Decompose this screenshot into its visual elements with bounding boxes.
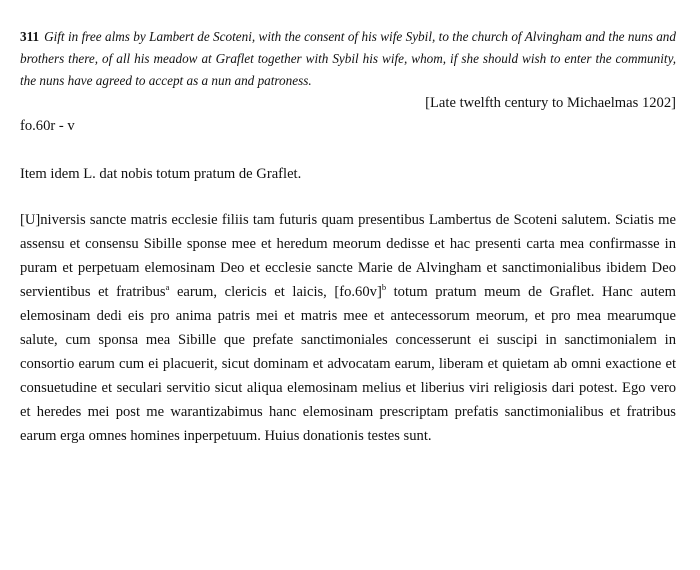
charter-entry [20, 26, 676, 448]
entry-number: 311 [20, 29, 40, 44]
charter-text-part-a: [U]niversis sancte matris ecclesie filiis tam futuris quam presentibus Lambertus de Scoteni salutem. Sciatis me assensu et consensu Sibille sponse mee et heredum meorum dedisse et hac presenti carta mea confirmasse in puram et perpetuam elemosinam Deo et ecclesie sancte Marie de Alvingham et sanctimonialibus ibidem Deo servientibus et fratribus [20, 212, 676, 300]
charter-text-part-c: totum pratum meum de Graflet. Hanc autem elemosinam dedi eis pro anima patris mei et matris mee et antecessorum meorum, et pro mea mearumque salute, cum sponsa mea Sibille que prefate sanctimoniales concesserunt ei suscipi in sanctimonialem in consortio earum cum ei placuerit, sicut dominam et advocatam earum, liberam et quietam ab omni exactione et consuetudine et seculari servitio sicut aliqua elemosinam melius et liberius viri religiosis dari potest. Ego vero et heredes mei post me warantizabimus hanc elemosinam prescriptam prefatis sanctimonialibus et fratribus earum erga omnes homines inperpetuum. Huius donationis testes sunt. [20, 284, 677, 444]
folio-reference: fo.60r - v [20, 118, 75, 134]
footnote-marker-a: a [165, 282, 170, 292]
charter-text-part-b: earum, clericis et laicis, [fo.60v] [169, 284, 382, 300]
entry-heading [20, 26, 676, 92]
entry-summary: Gift in free alms by Lambert de Scoteni, with the consent of his wife Sybil, to the church of Alvingham and the nuns and brothers there, of all his meadow at Graflet together with Sybil his wife, whom, if she should wish to enter the community, the nuns have agreed to accept as a nun and patroness. [20, 29, 676, 88]
entry-date: [Late twelfth century to Michaelmas 1202] [425, 95, 676, 111]
rubric: Item idem L. dat nobis totum pratum de Graflet. [20, 166, 302, 182]
charter-text [20, 208, 676, 448]
footnote-marker-b: b [381, 282, 387, 292]
